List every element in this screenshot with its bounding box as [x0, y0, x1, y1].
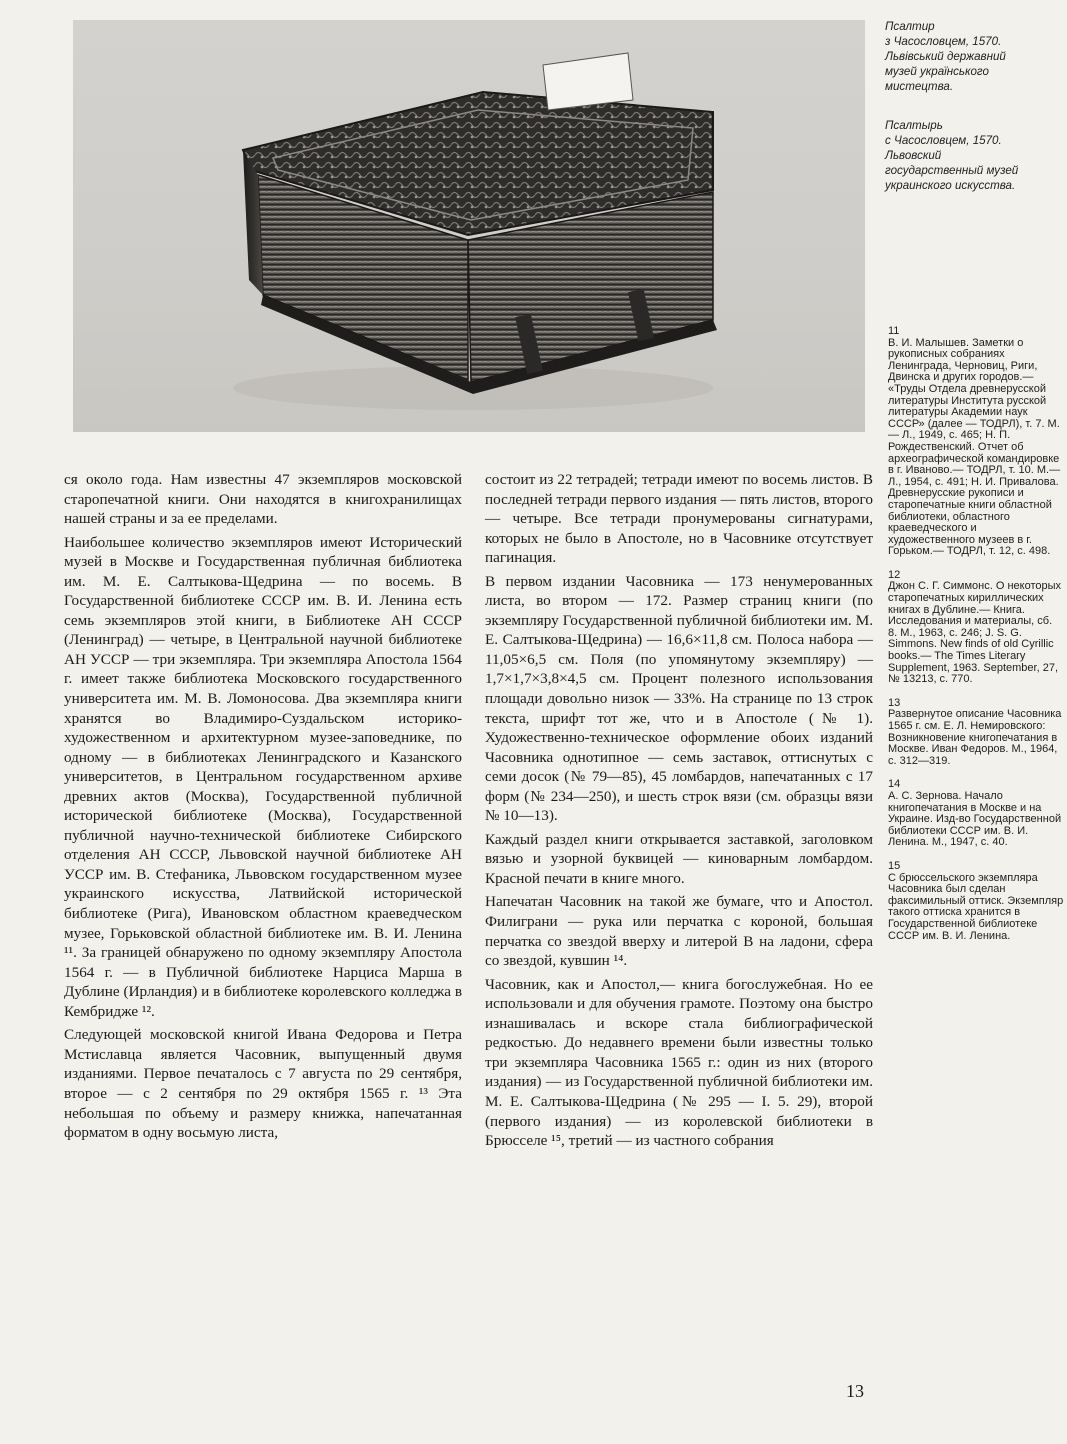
- caption-line: мистецтва.: [885, 80, 954, 93]
- book-photo: [73, 20, 865, 432]
- footnote-number: 12: [888, 568, 901, 581]
- footnote-text: Развернутое описание Часовника 1565 г. см. Е. Л. Немировского: Возникновение книгопечатания в Москве. Иван Федоров. М., 1964, с. 312—319.: [888, 708, 1062, 767]
- footnote-number: 14: [888, 778, 901, 791]
- caption-line: Псалтир: [885, 20, 935, 33]
- paragraph: Наибольшее количество экземпляров имеют Исторический музей в Москве и Государственная публичная библиотека им. М. Е. Салтыкова-Щедрина — по восемь. В Государственной библиотеке СССР им. В. И. Ленина есть семь экземпляров этой книги, в Библиотеке АН СССР (Ленинград) — четыре, в Центральной научной библиотеке АН УССР — три экземпляра. Три экземпляра Апостола 1564 г. имеет также библиотека Московского государственного университета им. М. В. Ломоносова. Два экземпляра книги хранятся во Владимиро-Суздальском историко-художественном и архитектурном музее-заповеднике, по одному — в библиотеках Ленинградского и Казанского университетов, в Центральном государственном архиве древних актов (Москва), Государственной публичной исторической библиотеке (Москва), Государственной публичной научно-технической библиотеке Сибирского отделения АН СССР, Львовской научной библиотеке АН УССР им. В. Стефаника, Львовском государственном музее украинского искусства, Латвийской исторической библиотеке (Рига), Ивановском областном краеведческом музее, Горьковской областной библиотеке им. В. И. Ленина ¹¹. За границей обнаружено по одному экземпляру Апостола 1564 г. — в Публичной библиотеке Нарциса Марша в Дублине (Ирландия) и в библиотеке королевского колледжа в Кембридже ¹².: [64, 533, 462, 1020]
- footnote-text: А. С. Зернова. Начало книгопечатания в Москве и на Украине. Изд-во Государственной библиотеки СССР им. В. И. Ленина. М., 1947, с. 40.: [888, 789, 1062, 849]
- footnote-number: 13: [888, 696, 901, 709]
- paragraph: состоит из 22 тетрадей; тетради имеют по восемь листов. В последней тетради первого издания — пять листов, второго — четыре. Все тетради пронумерованы сигнатурами, которых не было в Апостоле, но в Часовнике отсутствует пагинация.: [485, 471, 873, 567]
- text-column-right: [485, 470, 873, 1151]
- caption-line: государственный музей: [885, 164, 1019, 177]
- caption-line: Львівський державний: [885, 50, 1006, 63]
- paragraph: Следующей московской книгой Ивана Федорова и Петра Мстиславца является Часовник, выпущенный двумя изданиями. Первое печаталось с 7 августа по 29 сентября, второе — с 2 сентября по 29 октября 1565 г. ¹³ Эта небольшая по объему и размеру книжка, напечатанная форматом в одну восьмую листа,: [64, 1026, 462, 1142]
- caption-line: музей українського: [885, 65, 989, 78]
- footnote-13: [888, 698, 1064, 768]
- footnote-number: 11: [888, 325, 900, 337]
- paragraph: Каждый раздел книги открывается заставкой, заголовком вязью и узорной буквицей — киноварным ломбардом. Красной печати в книге много.: [485, 830, 873, 887]
- page-number: 13: [846, 1381, 864, 1401]
- book-illustration: [73, 20, 865, 432]
- footnote-14: [888, 779, 1064, 849]
- caption-russian: [885, 118, 1061, 193]
- footnote-number: 15: [888, 859, 901, 872]
- caption-line: Псалтырь: [885, 119, 943, 132]
- paragraph: ся около года. Нам известны 47 экземпляров московской старопечатной книги. Они находятся в книгохранилищах нашей страны и за ее пределами.: [64, 471, 462, 528]
- text-column-left: [64, 470, 462, 1143]
- caption-line: з Часословцем, 1570.: [885, 35, 1002, 48]
- footnotes: [888, 326, 1064, 954]
- footnote-text: С брюссельского экземпляра Часовника был сделан факсимильный оттиск. Экземпляр такого оттиска хранится в Государственной библиотеке СССР им. В. И. Ленина.: [888, 871, 1064, 942]
- paragraph: Часовник, как и Апостол,— книга богослужебная. Но ее использовали и для обучения грамоте. Поэтому она быстро изнашивалась и вскоре стала библиографической редкостью. До недавнего времени были известны только три экземпляра Часовника 1565 г.: один из них (второго издания) — из Государственной публичной библиотеки им. М. Е. Салтыкова-Щедрина (№ 295 — I. 5. 29), второй (первого издания) — из королевской библиотеки в Брюсселе ¹⁵, третий — из частного собрания: [485, 975, 873, 1150]
- footnote-15: [888, 861, 1064, 942]
- caption-ukrainian: [885, 19, 1061, 94]
- footnote-12: [888, 570, 1064, 686]
- footnote-text: Джон С. Г. Симмонс. О некоторых старопечатных кириллических книгах в Дублине.— Книга. Исследования и материалы, сб. 8. М., 1963, с. 246; J. S. G. Simmons. New finds of old Cyrillic books.— The Times Literary Supplement, 1963. September, 27, № 13213, с. 770.: [888, 580, 1062, 686]
- paragraph: Напечатан Часовник на такой же бумаге, что и Апостол. Филиграни — рука или перчатка с короной, большая перчатка со звездой вверху и литерой В на ладони, сфера со звездой, кувшин ¹⁴.: [485, 893, 873, 970]
- paragraph: В первом издании Часовника — 173 ненумерованных листа, во втором — 172. Размер страниц книги (по экземпляру Государственной публичной библиотеки им. М. Е. Салтыкова-Щедрина) — 16,6×11,8 см. Полоса набора — 11,05×6,5 см. Поля (по упомянутому экземпляру) — 1,7×1,7×3,8×4,5 см. Процент полезного использования площади довольно низок — 33%. На странице по 13 строк текста, шрифт тот же, что и в Апостоле (№ 1). Художественно-техническое оформление обоих изданий Часовника однотипное — семь заставок, оттиснутых с семи досок (№ 79—85), 45 ломбардов, напечатанных с 17 форм (№ 234—250), и шесть строк вязи (см. образцы вязи № 10—13).: [485, 572, 873, 825]
- footnote-11: [888, 326, 1064, 558]
- caption-line: Львовский: [885, 149, 942, 162]
- footnote-text: В. И. Малышев. Заметки о рукописных собраниях Ленинграда, Черновиц, Риги, Двинска и других городов.— «Труды Отдела древнерусской литературы Института русской литературы Академии наук СССР» (далее — ТОДРЛ), т. 7. М.— Л., 1949, с. 465; Н. П. Рождественский. Отчет об археографической командировке в г. Иваново.— ТОДРЛ, т. 10. М.— Л., 1954, с. 491; Н. И. Привалова. Древнерусские рукописи и старопечатные книги областной библиотеки, областного краеведческого и художественного музеев в г. Горьком.— ТОДРЛ, т. 12, с. 498.: [888, 336, 1061, 558]
- caption-line: с Часословцем, 1570.: [885, 134, 1002, 147]
- caption-line: украинского искусства.: [885, 179, 1016, 192]
